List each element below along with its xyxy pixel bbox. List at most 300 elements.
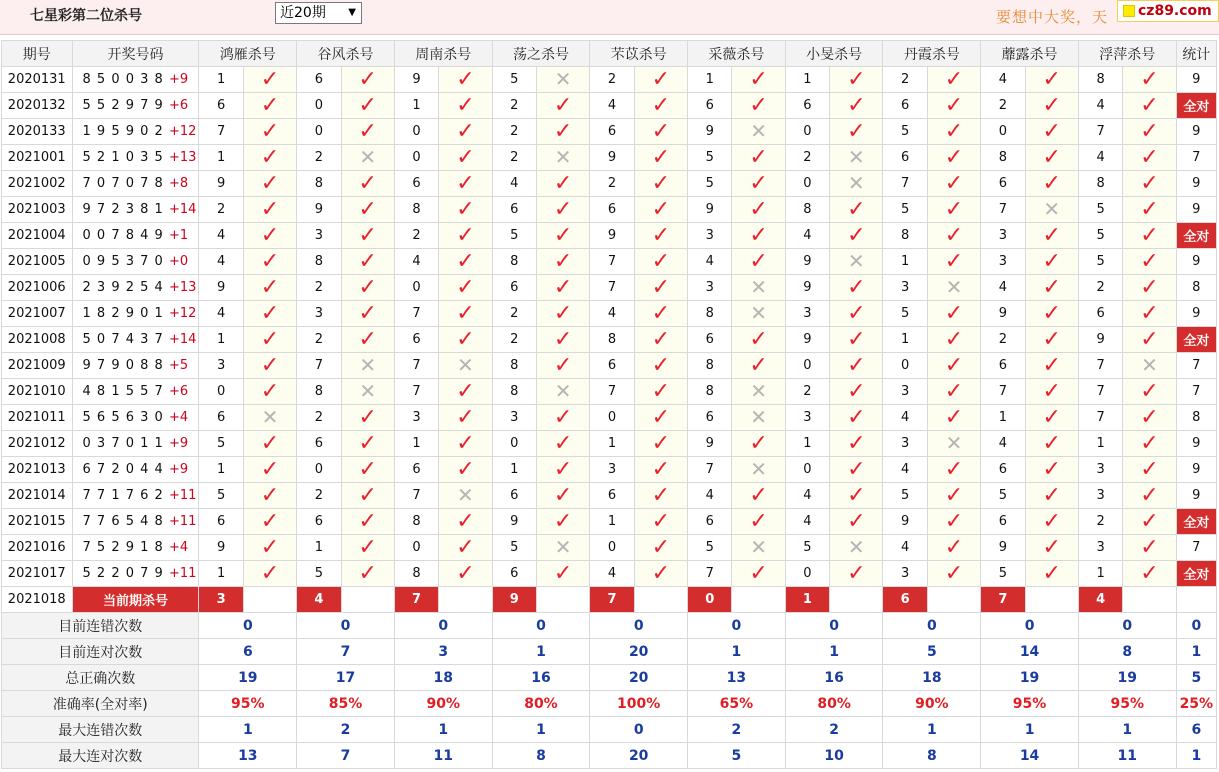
- kill-number: 6: [492, 197, 536, 223]
- kill-number: 7: [394, 379, 438, 405]
- kill-number: 4: [883, 405, 927, 431]
- stat-value: 8: [1078, 639, 1176, 665]
- period-cell: 2021013: [2, 457, 73, 483]
- kill-number: 9: [688, 431, 732, 457]
- result-cell: [732, 509, 785, 535]
- cross-icon: ✕: [847, 145, 865, 169]
- stat-value: 13: [199, 743, 297, 769]
- header-expert: 丹霞杀号: [883, 41, 981, 67]
- kill-number: 2: [297, 483, 341, 509]
- kill-number: 1: [590, 509, 634, 535]
- result-cell: [243, 171, 296, 197]
- table-row: [2, 145, 1217, 171]
- check-icon: ✓: [847, 66, 866, 92]
- check-icon: ✓: [1140, 222, 1159, 248]
- result-cell: [536, 171, 589, 197]
- result-cell: [1025, 431, 1078, 457]
- check-icon: ✓: [456, 456, 475, 482]
- cross-icon: ✕: [554, 145, 572, 169]
- draw-extra: +9: [168, 436, 189, 451]
- draw-extra: +4: [168, 540, 189, 555]
- check-icon: ✓: [944, 326, 964, 352]
- stat-value: 14: [981, 639, 1079, 665]
- stat-value: 19: [199, 665, 297, 691]
- check-icon: ✓: [456, 300, 475, 326]
- kill-number: 8: [492, 379, 536, 405]
- result-cell: [243, 119, 296, 145]
- kill-number: 5: [1078, 223, 1122, 249]
- period-cell: 2020131: [2, 67, 73, 93]
- stat-value: 5: [883, 639, 981, 665]
- result-cell: [243, 197, 296, 223]
- kill-number: 7: [590, 379, 634, 405]
- result-cell: [439, 457, 492, 483]
- result-cell: [1025, 119, 1078, 145]
- result-cell: [1025, 171, 1078, 197]
- cross-icon: ✕: [359, 379, 377, 403]
- check-icon: ✓: [944, 196, 964, 222]
- result-cell: [927, 145, 980, 171]
- result-cell: [927, 353, 980, 379]
- kill-number: 4: [492, 171, 536, 197]
- stat-value: 8: [883, 743, 981, 769]
- kill-number: 7: [297, 353, 341, 379]
- stat-value: 19: [981, 665, 1079, 691]
- table-row: [2, 249, 1217, 275]
- check-icon: ✓: [260, 430, 280, 456]
- draw-numbers: 7 7 6 5 4 8: [82, 514, 164, 529]
- kill-number: 7: [981, 197, 1025, 223]
- check-icon: ✓: [1042, 560, 1061, 586]
- check-icon: ✓: [260, 456, 280, 482]
- kill-number: 4: [394, 249, 438, 275]
- check-icon: ✓: [651, 326, 671, 352]
- kill-number: 8: [297, 249, 341, 275]
- result-cell: [634, 561, 687, 587]
- draw-cell: [72, 119, 199, 145]
- kill-number: 3: [883, 431, 927, 457]
- stat-value: 5: [688, 743, 786, 769]
- result-cell: [439, 535, 492, 561]
- check-icon: ✓: [1140, 534, 1159, 560]
- result-cell: [634, 171, 687, 197]
- stat-value: 0: [883, 613, 981, 639]
- check-icon: ✓: [1042, 170, 1061, 196]
- header-expert: 谷风杀号: [297, 41, 395, 67]
- kill-number: 2: [492, 119, 536, 145]
- kill-number: 3: [590, 457, 634, 483]
- check-icon: ✓: [944, 248, 964, 274]
- kill-number: 4: [785, 509, 829, 535]
- check-icon: ✓: [944, 456, 964, 482]
- period-cell: 2021015: [2, 509, 73, 535]
- stat-value: 1: [688, 639, 786, 665]
- check-icon: ✓: [260, 326, 280, 352]
- result-cell: [830, 483, 883, 509]
- check-icon: ✓: [456, 196, 475, 222]
- stat-value: 0: [590, 717, 688, 743]
- check-icon: ✓: [1140, 170, 1159, 196]
- result-cell: [1025, 405, 1078, 431]
- table-row: [2, 561, 1217, 587]
- site-logo[interactable]: [1117, 0, 1219, 22]
- check-icon: ✓: [260, 222, 280, 248]
- check-icon: ✓: [358, 300, 377, 326]
- check-icon: ✓: [749, 66, 768, 92]
- result-cell: [536, 353, 589, 379]
- period-cell: 2020132: [2, 93, 73, 119]
- check-icon: ✓: [749, 144, 768, 170]
- stat-value: 80%: [492, 691, 590, 717]
- kill-number: 3: [199, 353, 243, 379]
- header-expert: 芣苡杀号: [590, 41, 688, 67]
- result-cell: [536, 457, 589, 483]
- draw-extra: +11: [168, 514, 197, 529]
- result-cell: [243, 353, 296, 379]
- result-cell: [536, 431, 589, 457]
- result-cell: [341, 327, 394, 353]
- stat-count: 9: [1176, 197, 1216, 223]
- draw-numbers: 0 3 7 0 1 1: [82, 436, 164, 451]
- period-cell: 2021014: [2, 483, 73, 509]
- stat-count: 9: [1176, 249, 1216, 275]
- stat-label: 目前连错次数: [2, 613, 199, 639]
- check-icon: ✓: [651, 274, 671, 300]
- empty-cell: [634, 587, 687, 613]
- kill-number: 7: [1078, 379, 1122, 405]
- result-cell: [243, 431, 296, 457]
- draw-cell: [72, 561, 199, 587]
- kill-number: 6: [297, 431, 341, 457]
- check-icon: ✓: [260, 248, 280, 274]
- kill-number: 4: [883, 535, 927, 561]
- check-icon: ✓: [1042, 378, 1061, 404]
- check-icon: ✓: [847, 404, 866, 430]
- period-cell: 2021017: [2, 561, 73, 587]
- result-cell: [830, 171, 883, 197]
- kill-number: 9: [688, 119, 732, 145]
- check-icon: ✓: [553, 196, 573, 222]
- stat-count: 9: [1176, 457, 1216, 483]
- stat-value: 95%: [1078, 691, 1176, 717]
- result-cell: [341, 561, 394, 587]
- kill-number: 7: [1078, 405, 1122, 431]
- check-icon: ✓: [1140, 560, 1159, 586]
- kill-number: 9: [785, 275, 829, 301]
- result-cell: [927, 509, 980, 535]
- draw-numbers: 9 7 9 0 8 8: [82, 358, 164, 373]
- result-cell: [830, 67, 883, 93]
- stat-value: 10: [785, 743, 883, 769]
- check-icon: ✓: [1140, 274, 1159, 300]
- kill-number: 9: [590, 145, 634, 171]
- stat-value: 19: [1078, 665, 1176, 691]
- check-icon: ✓: [944, 378, 964, 404]
- kill-number: 5: [1078, 249, 1122, 275]
- check-icon: ✓: [651, 144, 671, 170]
- kill-number: 9: [688, 197, 732, 223]
- check-icon: ✓: [749, 508, 768, 534]
- stat-value: 6: [1176, 717, 1216, 743]
- cross-icon: ✕: [847, 249, 865, 273]
- stat-row: [2, 717, 1217, 743]
- result-cell: [1025, 535, 1078, 561]
- result-cell: [830, 119, 883, 145]
- stat-value: 20: [590, 639, 688, 665]
- result-cell: [536, 301, 589, 327]
- kill-number: 6: [199, 93, 243, 119]
- result-cell: [341, 535, 394, 561]
- result-cell: [634, 405, 687, 431]
- check-icon: ✓: [553, 482, 573, 508]
- draw-cell: [72, 93, 199, 119]
- stat-value: 90%: [394, 691, 492, 717]
- empty-cell: [732, 587, 785, 613]
- stat-count: 7: [1176, 379, 1216, 405]
- stat-value: 16: [492, 665, 590, 691]
- kill-number: 0: [590, 405, 634, 431]
- kill-number: 3: [1078, 457, 1122, 483]
- result-cell: [830, 379, 883, 405]
- check-icon: ✓: [651, 118, 671, 144]
- check-icon: ✓: [651, 456, 671, 482]
- check-icon: ✓: [553, 248, 573, 274]
- check-icon: ✓: [651, 508, 671, 534]
- result-cell: [927, 197, 980, 223]
- check-icon: ✓: [1042, 508, 1061, 534]
- check-icon: ✓: [847, 482, 866, 508]
- result-cell: [1123, 431, 1176, 457]
- kill-number: 3: [297, 301, 341, 327]
- check-icon: ✓: [553, 92, 573, 118]
- table-row: [2, 405, 1217, 431]
- draw-cell: [72, 509, 199, 535]
- header-expert: 荡之杀号: [492, 41, 590, 67]
- stat-value: 0: [590, 613, 688, 639]
- check-icon: ✓: [358, 170, 377, 196]
- result-cell: [1123, 119, 1176, 145]
- result-cell: [243, 379, 296, 405]
- kill-number: 3: [1078, 535, 1122, 561]
- table-row: [2, 431, 1217, 457]
- stat-value: 14: [981, 743, 1079, 769]
- check-icon: ✓: [1140, 248, 1159, 274]
- check-icon: ✓: [553, 300, 573, 326]
- kill-number: 9: [199, 275, 243, 301]
- result-cell: [732, 249, 785, 275]
- kill-number: 1: [785, 431, 829, 457]
- check-icon: ✓: [651, 170, 671, 196]
- result-cell: [1123, 379, 1176, 405]
- check-icon: ✓: [944, 144, 964, 170]
- result-cell: [634, 93, 687, 119]
- kill-number: 0: [297, 457, 341, 483]
- draw-numbers: 5 5 2 9 7 9: [82, 98, 164, 113]
- result-cell: [439, 249, 492, 275]
- stat-value: 1: [1176, 743, 1216, 769]
- kill-number: 6: [492, 483, 536, 509]
- period-cell: 2020133: [2, 119, 73, 145]
- all-correct-badge: 全对: [1176, 509, 1216, 535]
- check-icon: ✓: [1042, 92, 1061, 118]
- result-cell: [1123, 67, 1176, 93]
- check-icon: ✓: [651, 560, 671, 586]
- result-cell: [1025, 145, 1078, 171]
- kill-number: 8: [1078, 171, 1122, 197]
- draw-extra: +1: [168, 228, 189, 243]
- kill-number: 5: [688, 145, 732, 171]
- period-cell: 2021005: [2, 249, 73, 275]
- kill-number: 5: [199, 483, 243, 509]
- result-cell: [927, 379, 980, 405]
- kill-number: 4: [981, 431, 1025, 457]
- result-cell: [439, 67, 492, 93]
- check-icon: ✓: [944, 508, 964, 534]
- kill-number: 6: [297, 509, 341, 535]
- stat-count: 7: [1176, 535, 1216, 561]
- check-icon: ✓: [358, 456, 377, 482]
- check-icon: ✓: [456, 404, 475, 430]
- result-cell: [243, 405, 296, 431]
- empty-cell: [341, 587, 394, 613]
- stat-value: 5: [1176, 665, 1216, 691]
- result-cell: [732, 119, 785, 145]
- kill-number: 2: [297, 275, 341, 301]
- result-cell: [830, 457, 883, 483]
- kill-number: 7: [883, 171, 927, 197]
- check-icon: ✓: [847, 222, 866, 248]
- check-icon: ✓: [1140, 326, 1159, 352]
- result-cell: [1025, 93, 1078, 119]
- kill-number: 6: [297, 67, 341, 93]
- result-cell: [341, 67, 394, 93]
- promo-text[interactable]: 要想中大奖，天: [996, 8, 1109, 26]
- kill-number: 2: [590, 67, 634, 93]
- result-cell: [536, 405, 589, 431]
- result-cell: [243, 223, 296, 249]
- result-cell: [830, 197, 883, 223]
- result-cell: [634, 353, 687, 379]
- kill-number: 4: [590, 561, 634, 587]
- result-cell: [341, 171, 394, 197]
- result-cell: [243, 561, 296, 587]
- result-cell: [439, 405, 492, 431]
- result-cell: [536, 67, 589, 93]
- result-cell: [1123, 405, 1176, 431]
- stat-value: 1: [883, 717, 981, 743]
- kill-number: 6: [394, 171, 438, 197]
- check-icon: ✓: [1042, 326, 1061, 352]
- check-icon: ✓: [456, 222, 475, 248]
- result-cell: [243, 67, 296, 93]
- kill-number: 5: [981, 483, 1025, 509]
- stat-value: 1: [981, 717, 1079, 743]
- kill-number: 4: [688, 249, 732, 275]
- kill-number: 5: [297, 561, 341, 587]
- check-icon: ✓: [260, 144, 280, 170]
- result-cell: [732, 67, 785, 93]
- kill-number: 1: [785, 67, 829, 93]
- kill-number-table: [1, 40, 1217, 769]
- stat-value: 1: [199, 717, 297, 743]
- kill-number: 0: [394, 119, 438, 145]
- period-cell: 2021007: [2, 301, 73, 327]
- stat-value: 2: [688, 717, 786, 743]
- kill-number: 4: [785, 223, 829, 249]
- result-cell: [243, 327, 296, 353]
- result-cell: [341, 405, 394, 431]
- result-cell: [439, 509, 492, 535]
- check-icon: ✓: [456, 248, 475, 274]
- kill-number: 6: [590, 483, 634, 509]
- check-icon: ✓: [358, 508, 377, 534]
- kill-number: 8: [492, 249, 536, 275]
- cross-icon: ✕: [847, 535, 865, 559]
- result-cell: [243, 275, 296, 301]
- check-icon: ✓: [651, 196, 671, 222]
- kill-number: 1: [590, 431, 634, 457]
- period-cell: 2021004: [2, 223, 73, 249]
- current-period-cell: 2021018: [2, 587, 73, 613]
- result-cell: [243, 249, 296, 275]
- kill-number: 5: [883, 119, 927, 145]
- draw-numbers: 7 0 7 0 7 8: [82, 176, 164, 191]
- kill-number: 8: [394, 509, 438, 535]
- result-cell: [732, 457, 785, 483]
- result-cell: [927, 301, 980, 327]
- kill-number: 5: [883, 301, 927, 327]
- kill-number: 8: [688, 353, 732, 379]
- check-icon: ✓: [1140, 508, 1159, 534]
- kill-number: 1: [883, 249, 927, 275]
- result-cell: [927, 171, 980, 197]
- stat-value: 1: [785, 639, 883, 665]
- check-icon: ✓: [944, 92, 964, 118]
- kill-number: 7: [199, 119, 243, 145]
- stat-value: 95%: [981, 691, 1079, 717]
- kill-number: 7: [981, 379, 1025, 405]
- check-icon: ✓: [944, 300, 964, 326]
- draw-numbers: 0 0 7 8 4 9: [82, 228, 164, 243]
- stat-value: 7: [297, 743, 395, 769]
- kill-number: 9: [981, 301, 1025, 327]
- stat-value: 1: [1078, 717, 1176, 743]
- kill-number: 7: [590, 249, 634, 275]
- kill-number: 9: [199, 171, 243, 197]
- table-row: [2, 457, 1217, 483]
- stat-row: [2, 665, 1217, 691]
- check-icon: ✓: [358, 248, 377, 274]
- kill-number: 9: [785, 327, 829, 353]
- result-cell: [1123, 353, 1176, 379]
- kill-number: 1: [199, 67, 243, 93]
- kill-number: 5: [883, 483, 927, 509]
- check-icon: ✓: [358, 66, 377, 92]
- kill-number: 0: [394, 145, 438, 171]
- check-icon: ✓: [749, 196, 768, 222]
- kill-number: 1: [199, 327, 243, 353]
- period-select[interactable]: [275, 2, 362, 24]
- check-icon: ✓: [260, 508, 280, 534]
- kill-number: 3: [688, 223, 732, 249]
- result-cell: [536, 535, 589, 561]
- kill-number: 1: [1078, 561, 1122, 587]
- result-cell: [830, 301, 883, 327]
- result-cell: [830, 353, 883, 379]
- all-correct-badge: 全对: [1176, 327, 1216, 353]
- kill-number: 8: [394, 197, 438, 223]
- kill-number: 0: [785, 457, 829, 483]
